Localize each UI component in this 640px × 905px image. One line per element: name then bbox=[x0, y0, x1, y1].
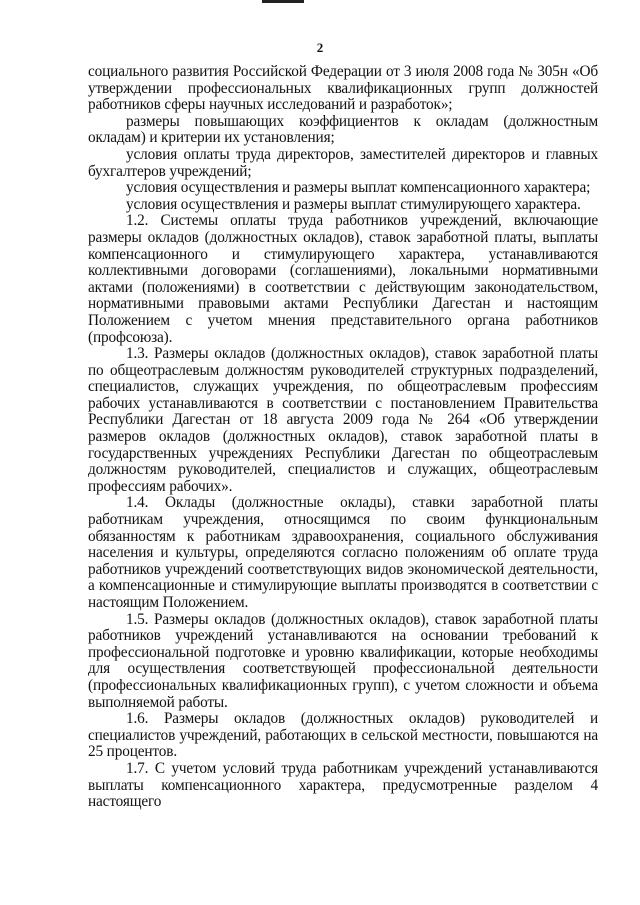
document-body bbox=[88, 64, 598, 811]
paragraph-list-item: условия осуществления и размеры выплат компенсационного характера; bbox=[126, 179, 591, 197]
paragraph-1-4: 1.4. Оклады (должностные оклады), ставки заработной платы работникам учреждения, относящимся по своим функциональным обязанностям к работникам здравоохранения, социального обслуживания населения и культуры, определяются согласно положениям об оплате труда работников учреждений соответствующих видов экономической деятельности, а компенсационные и стимулирующие выплаты производятся в соответствии с настоящим Положением. bbox=[88, 494, 598, 611]
paragraph-1-6: 1.6. Размеры окладов (должностных окладов) руководителей и специалистов учреждений, работающих в сельской местности, повышаются на 25 процентов. bbox=[88, 710, 598, 761]
paragraph-1-2: 1.2. Системы оплаты труда работников учреждений, включающие размеры окладов (должностных окладов), ставок заработной платы, выплаты компенсационного и стимулирующего характера, устанавливаются коллективными договорами (соглашениями), локальными нормативными актами (положениями) в соответствии с действующим законодательством, нормативными правовыми актами Республики Дагестан и настоящим Положением с учетом мнения представительного органа работников (профсоюза). bbox=[88, 212, 598, 346]
paragraph-list-item: условия осуществления и размеры выплат стимулирующего характера. bbox=[126, 195, 581, 213]
paragraph-list-item: размеры повышающих коэффициентов к окладам (должностным окладам) и критерии их установления; bbox=[88, 112, 598, 147]
paragraph-continuation: социального развития Российской Федерации от 3 июля 2008 года № 305н «Об утверждении профессиональных квалификационных групп должностей работников сферы научных исследований и разработок»; bbox=[88, 63, 598, 114]
page-number: 2 bbox=[316, 40, 324, 55]
paragraph-1-3: 1.3. Размеры окладов (должностных окладов), ставок заработной платы по общеотраслевым должностям руководителей структурных подразделений, специалистов, служащих учреждения, по общеотраслевым профессиям рабочих устанавливаются в соответствии с постановлением Правительства Республики Дагестан от 18 августа 2009 года № 264 «Об утверждении размеров окладов (должностных окладов), ставок заработной платы в государственных учреждениях Республики Дагестан по общеотраслевым должностям руководителей, специалистов и служащих, общеотраслевым профессиям рабочих». bbox=[88, 345, 598, 495]
paragraph-list-item: условия оплаты труда директоров, заместителей директоров и главных бухгалтеров учреждений; bbox=[88, 145, 598, 180]
paragraph-1-5: 1.5. Размеры окладов (должностных окладов), ставок заработной платы работников учреждений устанавливаются на основании требований к профессиональной подготовке и уровню квалификации, которые необходимы для осуществления соответствующей профессиональной деятельности (профессиональных квалификационных групп), с учетом сложности и объема выполняемой работы. bbox=[88, 610, 598, 711]
paragraph-1-7: 1.7. С учетом условий труда работникам учреждений устанавливаются выплаты компенсационного характера, предусмотренные разделом 4 настоящего bbox=[88, 759, 598, 811]
top-scan-mark bbox=[262, 0, 304, 3]
